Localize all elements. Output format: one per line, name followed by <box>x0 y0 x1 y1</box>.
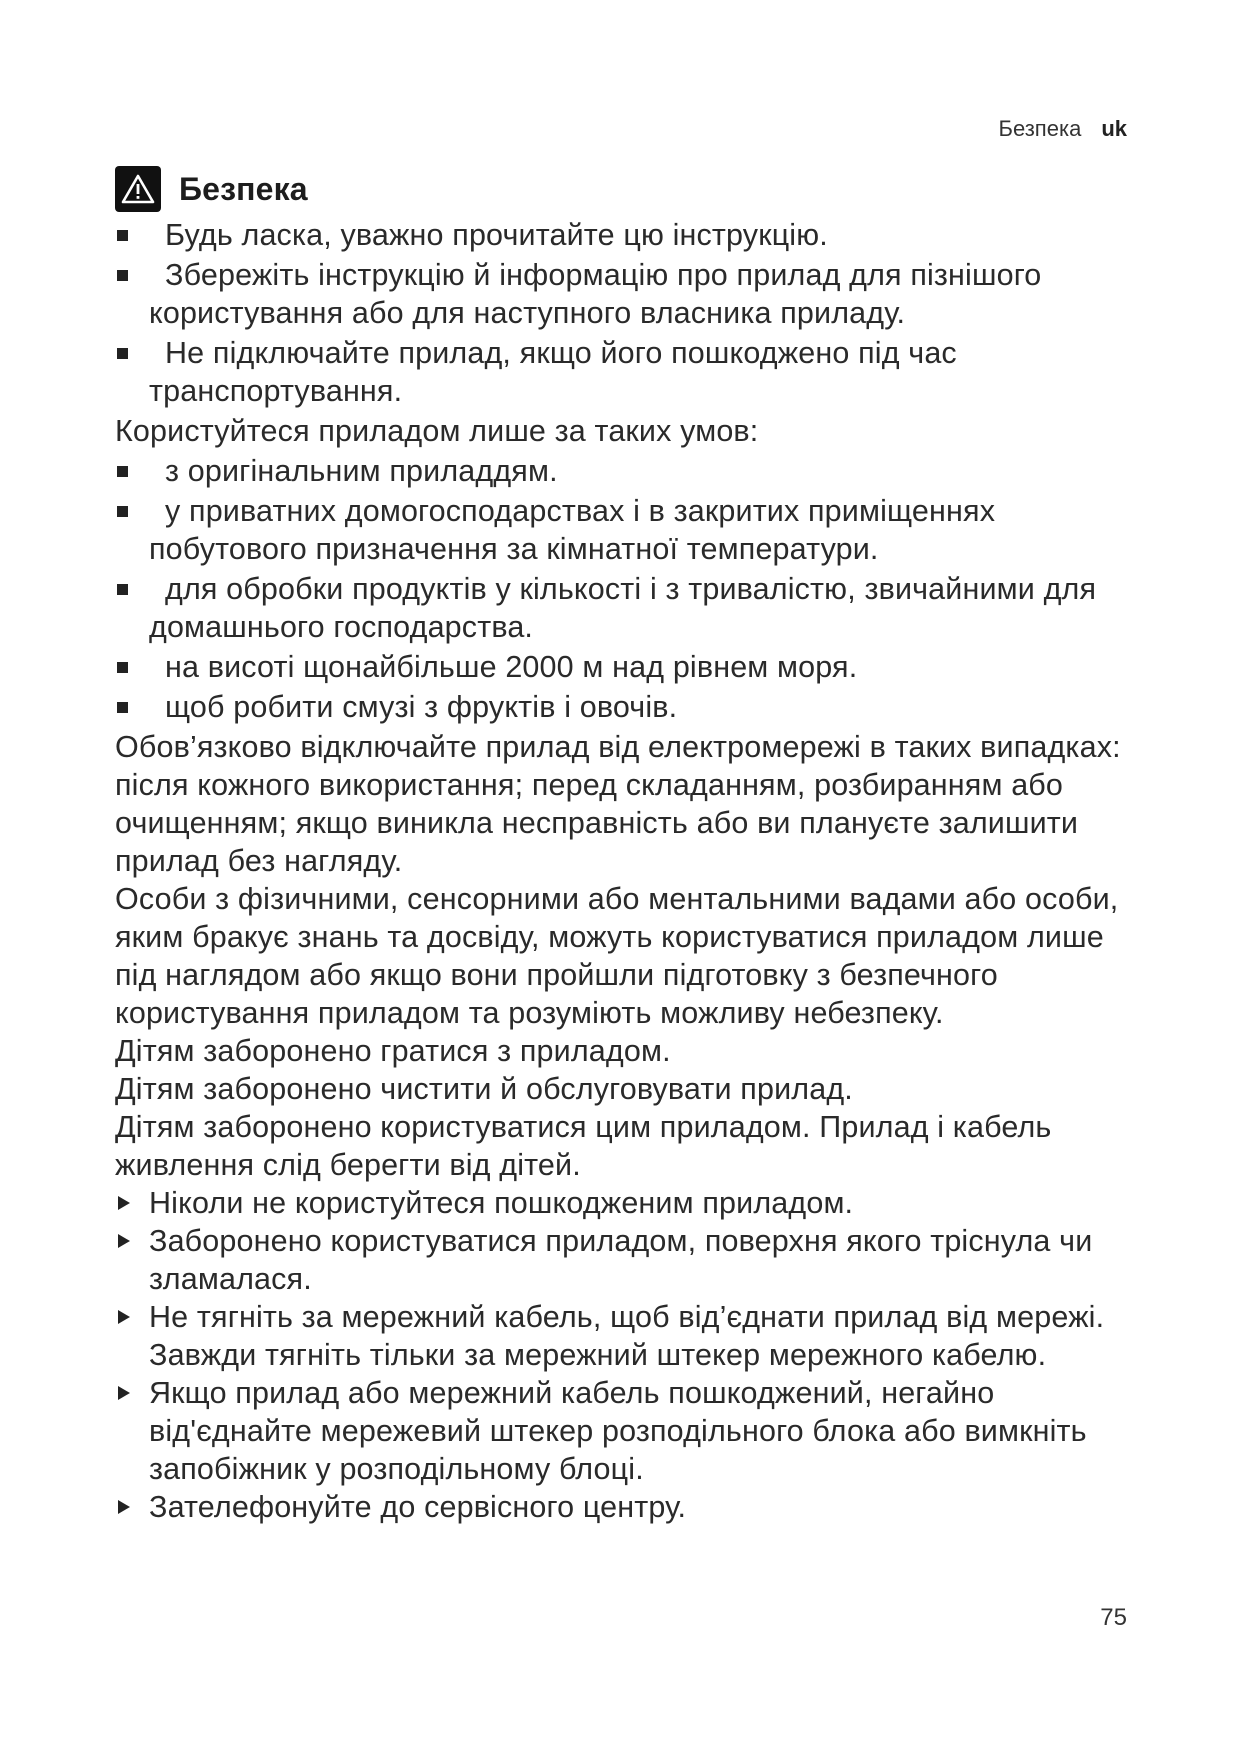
paragraph-disconnect: Обов’язково відключайте прилад від електромережі в таких випадках: після кожного використання; перед складанням, розбиранням або очищенням; якщо виникла несправність або ви плануєте залишити прилад без нагляду. <box>115 730 1121 878</box>
intro-list <box>115 216 1145 410</box>
list-item: Будь ласка, уважно прочитайте цю інструкцію. <box>115 216 1145 254</box>
list-item: Зателефонуйте до сервісного центру. <box>115 1488 1145 1526</box>
action-list <box>115 1184 1145 1526</box>
paragraph-children-use: Дітям заборонено користуватися цим приладом. Прилад і кабель живлення слід берегти від дітей. <box>115 1110 1052 1182</box>
list-item: у приватних домогосподарствах і в закритих приміщеннях побутового призначення за кімнатної температури. <box>115 492 1145 568</box>
page-content <box>115 166 1145 1526</box>
list-item: на висоті щонайбільше 2000 м над рівнем моря. <box>115 648 1145 686</box>
list-item: Ніколи не користуйтеся пошкодженим приладом. <box>115 1184 1145 1222</box>
section-heading <box>115 166 1145 212</box>
list-item: щоб робити смузі з фруктів і овочів. <box>115 688 1145 726</box>
list-item: для обробки продуктів у кількості і з тривалістю, звичайними для домашнього господарства. <box>115 570 1145 646</box>
list-item: Не тягніть за мережний кабель, щоб від’єднати прилад від мережі. Завжди тягніть тільки за мережний штекер мережного кабелю. <box>115 1298 1145 1374</box>
page-number: 75 <box>1100 1604 1127 1631</box>
section-title: Безпека <box>179 171 308 207</box>
warning-triangle-icon <box>115 166 161 212</box>
paragraph-children-clean: Дітям заборонено чистити й обслуговувати прилад. <box>115 1072 853 1106</box>
list-item: Якщо прилад або мережний кабель пошкоджений, негайно від'єднайте мережевий штекер розподільного блока або вимкніть запобіжник у розподільному блоці. <box>115 1374 1145 1488</box>
list-item: Заборонено користуватися приладом, поверхня якого тріснула чи зламалася. <box>115 1222 1145 1298</box>
usage-list <box>115 452 1145 726</box>
header-section: Безпека <box>998 116 1082 141</box>
list-item: з оригінальним приладдям. <box>115 452 1145 490</box>
header-lang: uk <box>1101 116 1127 141</box>
paragraph-persons: Особи з фізичними, сенсорними або ментальними вадами або особи, яким бракує знань та досвіду, можуть користуватися приладом лише під наглядом або якщо вони пройшли підготовку з безпечного користування приладом та розуміють можливу небезпеку. <box>115 882 1119 1030</box>
list-item: Збережіть інструкцію й інформацію про прилад для пізнішого користування або для наступного власника приладу. <box>115 256 1145 332</box>
running-header <box>999 116 1127 142</box>
paragraph-children-play: Дітям заборонено гратися з приладом. <box>115 1034 671 1068</box>
list-item: Не підключайте прилад, якщо його пошкоджено під час транспортування. <box>115 334 1145 410</box>
usage-lead: Користуйтеся приладом лише за таких умов: <box>115 414 759 448</box>
